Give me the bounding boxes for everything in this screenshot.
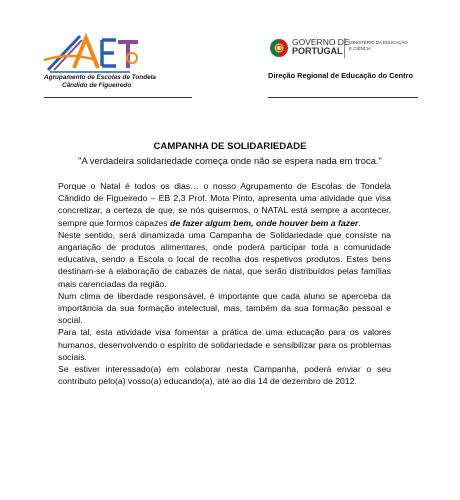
paragraph-1 [58, 180, 391, 229]
school-name [44, 74, 184, 90]
ministry-line1: MINISTÉRIO DA EDUCAÇÃO [349, 40, 408, 45]
document-title: CAMPANHA DE SOLIDARIEDADE [153, 141, 307, 152]
government-line2: PORTUGAL [292, 46, 343, 56]
ministry-name [349, 40, 408, 52]
government-logo [268, 36, 438, 62]
header-rule-left [44, 97, 192, 98]
ministry-line2: E CIÊNCIA [349, 46, 371, 51]
document-body [58, 180, 391, 387]
paragraph-1-end: . [358, 217, 361, 228]
school-logo [40, 30, 160, 110]
government-line1: GOVERNO DE [292, 37, 350, 47]
government-name [292, 38, 350, 56]
paragraph-1-text: Porque o Natal é todos os dias… o nosso Agrupamento de Escolas de Tondela Cândido de Figueiredo – EB 2,3 Prof. Mota Pinto, apresenta uma atividade que visa concretizar, a certeza de que, se nós quisermos, o NATAL está sempre a acontecer, sempre que formos capazes [58, 181, 391, 228]
school-name-line2: Cândido de Figueiredo [62, 82, 132, 89]
paragraph-2: Neste sentido, será dinamizada uma Campanha de Solidariedade que consiste na angariação de produtos alimentares, onde poderá participar toda a comunidade educativa, sendo a Escola o local de recolha dos respetivos produtos. Estes bens destinam-se à elaboração de cabazes de natal, que serão distribuídos pelas famílias mais carenciadas da região. [58, 229, 391, 289]
paragraph-5: Se estiver interessado(a) em colaborar nesta Campanha, poderá enviar o seu contributo pelo(a) vosso(a) educando(a), até ao dia 14 de dezembro de 2012. [58, 364, 391, 387]
document-subtitle: "A verdadeira solidariedade começa onde não se espera nada em troca." [78, 155, 382, 166]
school-name-line1: Agrupamento de Escolas de Tondela [44, 74, 156, 81]
portugal-emblem-icon [268, 38, 290, 58]
paragraph-4: Para tal, esta atividade visa fomentar a prática de uma educação para os valores humanos, desenvolvendo o espírito de solidariedade e sensibilizar para os problemas sociais. [58, 327, 391, 362]
regional-direction: Direção Regional de Educação do Centro [268, 71, 413, 80]
paragraph-1-emphasis: de fazer algum bem, onde houver bem a fazer [170, 217, 359, 228]
government-separator [344, 38, 345, 58]
header-rule-right [268, 97, 418, 98]
paragraph-3: Num clima de liberdade responsável, é importante que cada aluno se aperceba da importância da sua formação intelectual, mas, também da sua formação pessoal e social. [58, 290, 391, 326]
school-logo-icon [40, 30, 160, 74]
